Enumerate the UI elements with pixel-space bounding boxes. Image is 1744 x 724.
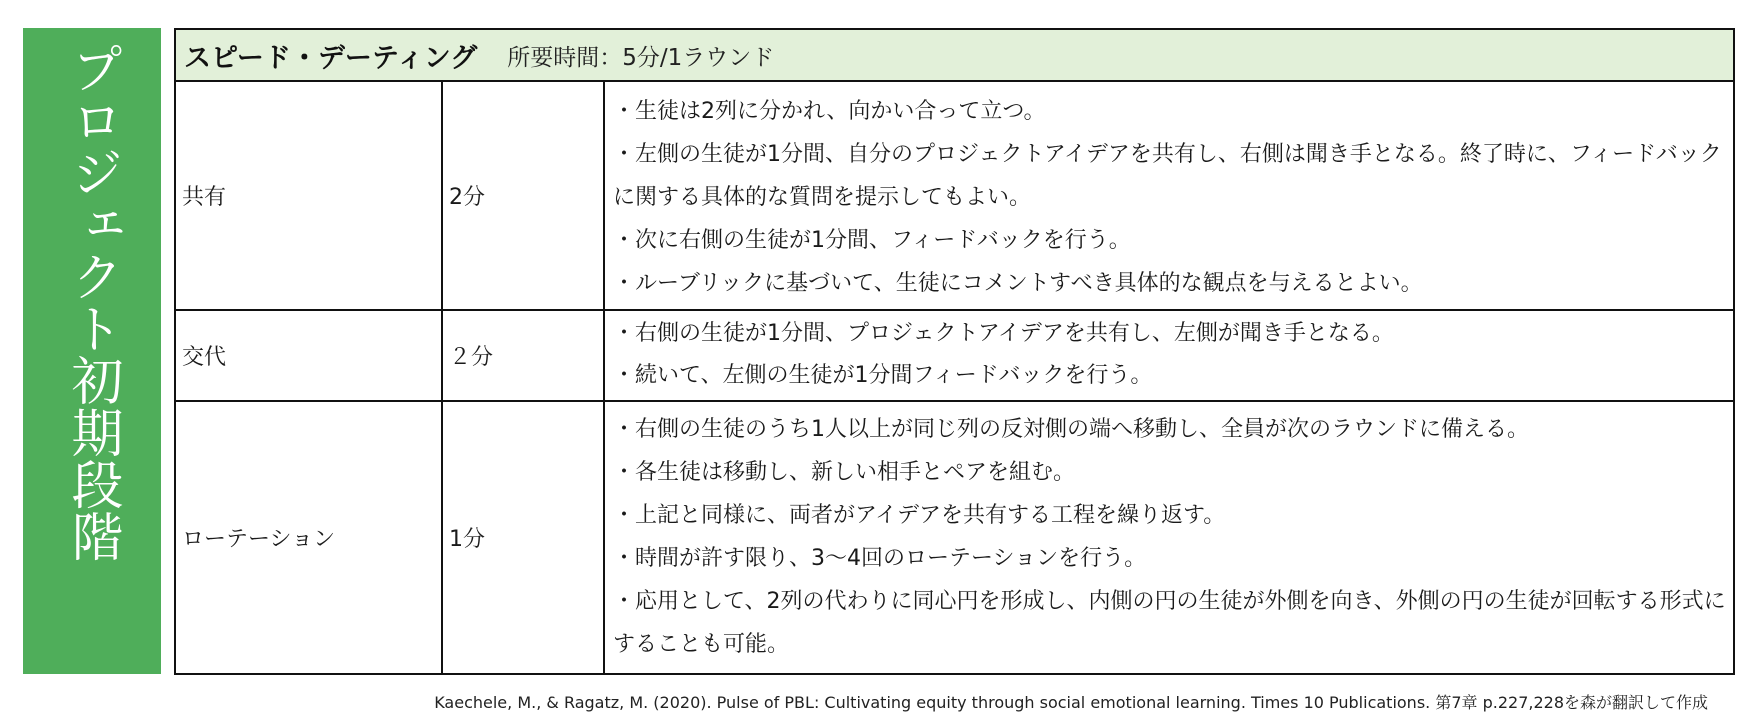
table-row: [176, 311, 1733, 402]
side-banner: [23, 28, 161, 674]
citation-footnote: Kaechele, M., & Ragatz, M. (2020). Pulse of PBL: Cultivating equity through social emotional learning. Times 10 Publications. 第7章 p.227,228を森が翻訳して作成: [434, 693, 1708, 712]
activity-cell: ローテーション: [176, 402, 443, 673]
description-line: ・時間が許す限り、3〜4回のローテーションを行う。: [613, 546, 1147, 571]
description-cell: [605, 311, 1733, 400]
description-line: ・生徒は2列に分かれ、向かい合って立つ。: [613, 99, 1046, 124]
description-line: ・応用として、2列の代わりに同心円を形成し、内側の円の生徒が外側を向き、外側の円の生徒が回転する形式にすることも可能。: [613, 589, 1726, 657]
description-cell: [605, 82, 1733, 309]
description-line: ・右側の生徒が1分間、プロジェクトアイデアを共有し、左側が聞き手となる。: [613, 321, 1394, 346]
description-line: ・左側の生徒が1分間、自分のプロジェクトアイデアを共有し、右側は聞き手となる。終了時に、フィードバックに関する具体的な質問を提示してもよい。: [613, 142, 1722, 210]
table-header: [176, 30, 1733, 82]
time-required: 所要時間：5分/1ラウンド: [507, 44, 775, 71]
description-line: ・続いて、左側の生徒が1分間フィードバックを行う。: [613, 363, 1153, 388]
description-line: ・右側の生徒のうち1人以上が同じ列の反対側の端へ移動し、全員が次のラウンドに備える。: [613, 417, 1530, 442]
activity-table: [174, 28, 1735, 675]
minutes-cell: ２分: [443, 311, 605, 400]
description-cell: [605, 402, 1733, 673]
activity-cell: 交代: [176, 311, 443, 400]
minutes-cell: 2分: [443, 82, 605, 309]
side-banner-title: プロジェクト初期段階: [62, 42, 122, 562]
table-row: [176, 402, 1733, 673]
activity-cell: 共有: [176, 82, 443, 309]
description-line: ・ルーブリックに基づいて、生徒にコメントすべき具体的な観点を与えるとよい。: [613, 271, 1423, 296]
description-line: ・各生徒は移動し、新しい相手とペアを組む。: [613, 460, 1076, 485]
description-line: ・次に右側の生徒が1分間、フィードバックを行う。: [613, 228, 1131, 253]
table-title: スピード・デーティング: [184, 42, 478, 74]
description-line: ・上記と同様に、両者がアイデアを共有する工程を繰り返す。: [613, 503, 1226, 528]
minutes-cell: 1分: [443, 402, 605, 673]
table-row: [176, 82, 1733, 311]
